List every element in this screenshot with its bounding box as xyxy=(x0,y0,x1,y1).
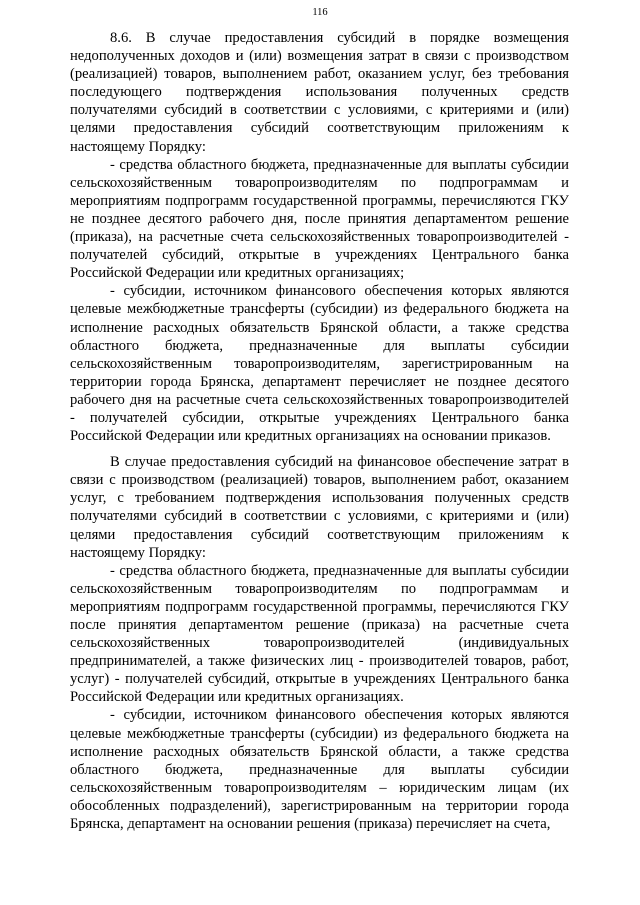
paragraph-regional-budget-transfer-2: - средства областного бюджета, предназначенные для выплаты субсидии сельскохозяйственным товаропроизводителям по подпрограммам и мероприятиям подпрограмм государственной программы, перечисляются ГКУ после принятия департаментом решение (приказа) на расчетные счета сельскохозяйственных товаропроизводителей (индивидуальных предпринимателей, а также физических лиц - производителей товаров, работ, услуг) - получателей субсидий, открытые в учреждениях Центрального банка Российской Федерации или кредитных организациях. xyxy=(70,562,569,706)
paragraph-8-6-intro: 8.6. В случае предоставления субсидий в порядке возмещения недополученных доходов и (или) возмещения затрат в связи с производством (реализацией) товаров, выполнением работ, оказанием услуг, без требования последующего подтверждения использования полученных средств получателями субсидий в соответствии с условиями, с критериями и (или) целями предоставления субсидий соответствующим приложениям к настоящему Порядку: xyxy=(70,30,569,155)
paragraph-financial-support-intro: В случае предоставления субсидий на финансовое обеспечение затрат в связи с производством (реализацией) товаров, выполнением работ, оказанием услуг, с требованием подтверждения использования полученных средств получателями субсидий в соответствии с условиями, с критериями и (или) целями предоставления субсидий соответствующим приложениям к настоящему Порядку: xyxy=(70,454,569,561)
paragraph-federal-subsidies-transfer-2: - субсидии, источником финансового обеспечения которых являются целевые межбюджетные трансферты (субсидии) из федерального бюджета на исполнение расходных обязательств Брянской области, а также средства областного бюджета, предназначенные для выплаты субсидии сельскохозяйственным товаропроизводителям – юридическим лицам (их обособленных подразделений), зарегистрированным на территории города Брянска, департамент на основании решения (приказа) перечисляет на счета, xyxy=(70,707,569,833)
paragraph-federal-subsidies-transfer: - субсидии, источником финансового обеспечения которых являются целевые межбюджетные трансферты (субсидии) из федерального бюджета на исполнение расходных обязательств Брянской области, а также средства областного бюджета, предназначенные для выплаты субсидии сельскохозяйственным товаропроизводителям, зарегистрированным на территории города Брянска, департамент перечисляет не позднее десятого рабочего дня на расчетные счета сельскохозяйственных товаропроизводителей - получателей субсидии, открытые учреждениях Центрального банка Российской Федерации или кредитных организациях на основании приказов. xyxy=(70,283,569,445)
page-number: 116 xyxy=(312,7,328,18)
document-body xyxy=(70,29,569,833)
paragraph-regional-budget-transfer: - средства областного бюджета, предназначенные для выплаты субсидии сельскохозяйственным товаропроизводителям по подпрограммам и мероприятиям подпрограмм государственной программы, перечисляются ГКУ не позднее десятого рабочего дня, после принятия департаментом решение (приказа), на расчетные счета сельскохозяйственных товаропроизводителей - получателей субсидий, открытые в учреждениях Центрального банка Российской Федерации или кредитных организациях; xyxy=(70,156,569,282)
